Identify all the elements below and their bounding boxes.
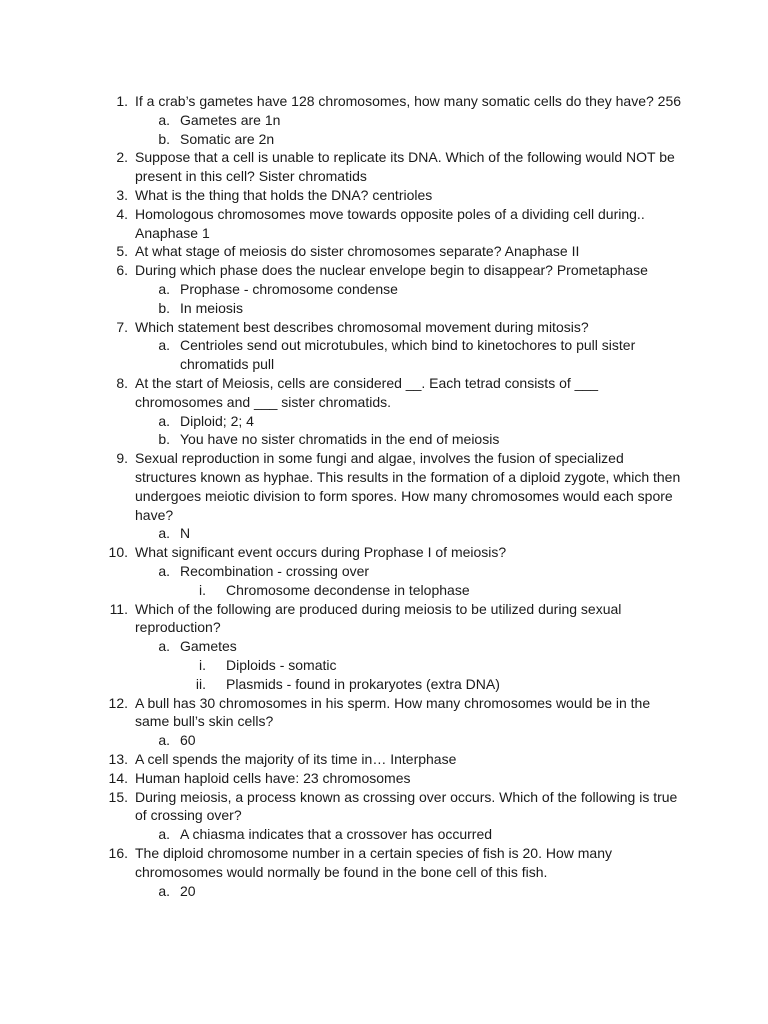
list-marker: 6.: [116, 262, 128, 279]
list-item-text: Human haploid cells have: 23 chromosomes: [135, 769, 411, 786]
list-marker: a.: [158, 525, 170, 542]
list-item-text: 20: [180, 882, 196, 899]
list-marker: 11.: [109, 600, 128, 617]
list-item-text: same bull’s skin cells?: [135, 713, 274, 730]
list-item-text: At the start of Meiosis, cells are considered __. Each tetrad consists of ___: [135, 375, 599, 391]
list-marker: a.: [158, 111, 170, 128]
list-marker: 5.: [116, 243, 128, 260]
list-marker: a.: [158, 337, 170, 354]
list-item-text: Somatic are 2n: [180, 130, 275, 147]
list-item-text: Which of the following are produced during meiosis to be utilized during sexual: [135, 600, 622, 617]
list-item-text: have?: [135, 506, 174, 523]
list-marker: i.: [199, 657, 206, 673]
list-marker: 3.: [116, 187, 128, 203]
list-item-text: Prophase - chromosome condense: [180, 281, 398, 297]
list-marker: a.: [158, 412, 170, 429]
list-item-text: In meiosis: [180, 299, 244, 316]
list-item-text: 60: [180, 732, 196, 749]
list-item-text: Centrioles send out microtubules, which bind to kinetochores to pull sister: [180, 337, 636, 354]
list-marker: 15.: [108, 788, 128, 805]
list-marker: a.: [158, 638, 170, 655]
list-item-text: N: [180, 525, 191, 542]
list-item-text: A bull has 30 chromosomes in his sperm. How many chromosomes would be in the: [135, 694, 651, 711]
list-item-text: of crossing over?: [135, 807, 242, 824]
list-item-text: structures known as hyphae. This results in the formation of a diploid zygote, which then: [135, 469, 681, 485]
list-item-text: present in this cell? Sister chromatids: [135, 168, 367, 185]
list-item-text: During meiosis, a process known as crossing over occurs. Which of the following is true: [135, 788, 678, 805]
list-marker: 16.: [108, 845, 128, 861]
list-marker: 10.: [108, 544, 128, 561]
list-marker: a.: [158, 826, 170, 843]
list-item-text: Homologous chromosomes move towards opposite poles of a dividing cell during..: [135, 205, 645, 222]
list-marker: 8.: [116, 375, 128, 391]
list-item-text: What is the thing that holds the DNA? centrioles: [135, 187, 433, 203]
list-item-text: Chromosome decondense in telophase: [226, 581, 470, 598]
list-item-text: undergoes meiotic division to form spores. How many chromosomes would each spore: [135, 487, 673, 504]
list-marker: 9.: [116, 450, 128, 467]
list-item-text: chromosomes and ___ sister chromatids.: [135, 393, 391, 410]
list-item-text: You have no sister chromatids in the end of meiosis: [180, 431, 500, 448]
list-marker: 14.: [108, 769, 128, 786]
list-item-text: During which phase does the nuclear envelope begin to disappear? Prometaphase: [135, 262, 648, 279]
list-item-text: If a crab’s gametes have 128 chromosomes, how many somatic cells do they have? 256: [135, 93, 682, 109]
list-item-text: Sexual reproduction in some fungi and algae, involves the fusion of specialized: [135, 450, 624, 467]
list-marker: a.: [158, 882, 170, 899]
list-marker: a.: [158, 732, 170, 749]
list-marker: 2.: [116, 149, 128, 166]
list-item-text: A chiasma indicates that a crossover has occurred: [180, 826, 493, 843]
list-item-text: Gametes are 1n: [180, 111, 281, 128]
list-item-text: Diploids - somatic: [226, 657, 337, 673]
list-marker: b.: [158, 299, 170, 316]
list-item-text: chromosomes would normally be found in the bone cell of this fish.: [135, 863, 548, 880]
list-item-text: Anaphase 1: [135, 224, 210, 241]
list-item-text: Plasmids - found in prokaryotes (extra DNA): [226, 675, 500, 692]
list-marker: 4.: [116, 205, 128, 222]
list-item-text: What significant event occurs during Prophase I of meiosis?: [135, 544, 507, 561]
list-marker: a.: [158, 281, 170, 297]
list-marker: 7.: [116, 318, 128, 335]
list-marker: b.: [158, 431, 170, 448]
list-marker: 1.: [116, 93, 128, 109]
list-marker: i.: [199, 581, 206, 598]
list-item-text: chromatids pull: [180, 356, 275, 373]
list-item-text: Which statement best describes chromosomal movement during mitosis?: [135, 318, 589, 335]
list-item-text: Recombination - crossing over: [180, 563, 370, 579]
list-marker: 13.: [108, 751, 128, 767]
list-marker: b.: [158, 130, 170, 147]
list-item-text: Diploid; 2; 4: [180, 412, 254, 429]
list-marker: a.: [158, 563, 170, 579]
list-item-text: reproduction?: [135, 619, 221, 636]
list-marker: 12.: [108, 694, 128, 711]
list-marker: ii.: [195, 675, 206, 692]
list-item-text: A cell spends the majority of its time in… Interphase: [135, 751, 457, 767]
list-item-text: Gametes: [180, 638, 237, 655]
list-item-text: The diploid chromosome number in a certain species of fish is 20. How many: [135, 845, 612, 861]
list-item-text: At what stage of meiosis do sister chromosomes separate? Anaphase II: [135, 243, 580, 260]
list-item-text: Suppose that a cell is unable to replicate its DNA. Which of the following would NOT be: [135, 149, 675, 166]
